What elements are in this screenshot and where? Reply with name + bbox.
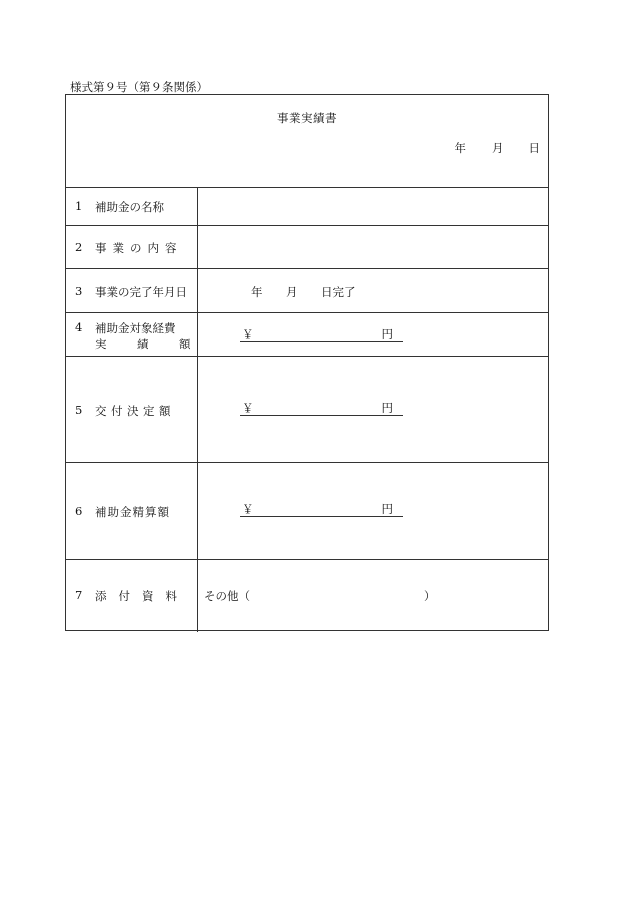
completion-date-field[interactable]	[198, 269, 548, 312]
row-number: 4	[75, 320, 83, 334]
grant-decision-field[interactable]	[198, 357, 548, 462]
row-label-text: 補助金対象経費	[95, 321, 176, 335]
amount-line	[240, 327, 403, 342]
date-field[interactable]	[455, 140, 541, 156]
amount-line	[240, 401, 403, 416]
row-label	[66, 357, 198, 462]
row-label	[66, 313, 198, 356]
date-year: 年	[454, 141, 466, 155]
row-actual-expenses	[66, 313, 548, 357]
row-label-text-line2: 績	[137, 337, 149, 351]
yen-symbol: ￥	[242, 401, 254, 415]
row-label-text: 事業の完了年月日	[95, 285, 187, 299]
completion-day: 日完了	[321, 285, 356, 299]
row-number: 1	[75, 199, 83, 213]
row-number: 7	[75, 588, 83, 602]
row-number: 3	[75, 284, 83, 298]
document-title: 事業実績書	[277, 111, 337, 125]
row-attachments	[66, 560, 548, 632]
actual-expenses-field[interactable]	[198, 313, 548, 356]
row-label-text: 交付決定額	[95, 404, 175, 418]
row-completion-date	[66, 269, 548, 313]
yen-unit: 円	[381, 502, 393, 516]
row-number: 5	[75, 403, 83, 417]
row-label-text: 補助金の名称	[95, 200, 164, 214]
amount-line	[240, 502, 403, 517]
yen-unit: 円	[381, 401, 393, 415]
row-subsidy-name	[66, 187, 548, 226]
report-form	[65, 94, 549, 631]
row-label-text: 補助金精算額	[95, 505, 170, 519]
row-label-text: 添付資料	[95, 589, 189, 603]
row-label	[66, 463, 198, 559]
form-number: 様式第９号（第９条関係）	[70, 80, 208, 94]
row-project-content	[66, 226, 548, 269]
row-grant-decision	[66, 357, 548, 463]
row-label	[66, 269, 198, 312]
row-label-text: 事業の内容	[95, 241, 183, 255]
project-content-field[interactable]	[198, 226, 548, 268]
date-day: 日	[528, 141, 540, 155]
completion-month: 月	[286, 285, 298, 299]
other-close: ）	[424, 589, 436, 603]
completion-year: 年	[251, 285, 263, 299]
form-header	[66, 95, 548, 188]
other-open: その他（	[204, 589, 250, 603]
row-number: 2	[75, 240, 83, 254]
yen-symbol: ￥	[242, 502, 254, 516]
subsidy-name-field[interactable]	[198, 187, 548, 225]
settlement-amount-field[interactable]	[198, 463, 548, 559]
row-settlement-amount	[66, 463, 548, 560]
row-label-text-line2: 額	[179, 337, 191, 351]
yen-symbol: ￥	[242, 327, 254, 341]
row-label-text-line2: 実	[95, 337, 107, 351]
row-label	[66, 187, 198, 225]
attachments-field[interactable]	[198, 560, 548, 632]
yen-unit: 円	[381, 327, 393, 341]
row-label	[66, 560, 198, 632]
date-month: 月	[492, 141, 504, 155]
row-label	[66, 226, 198, 268]
row-number: 6	[75, 504, 83, 518]
